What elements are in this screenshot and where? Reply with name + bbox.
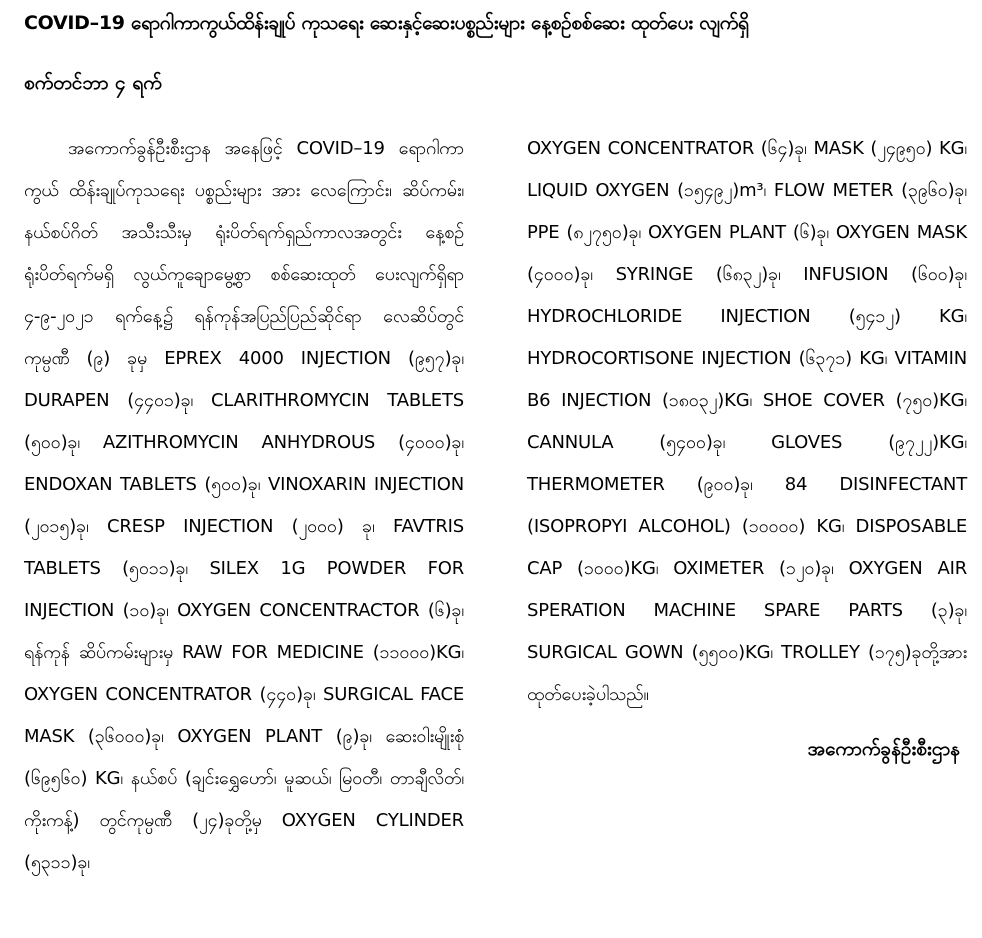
left-column [24, 128, 464, 928]
left-column-text: အကောက်ခွန်ဦးစီးဌာန အနေဖြင့် COVID–19 ရောဂါကာကွယ် ထိန်းချုပ်ကုသရေး ပစ္စည်းများ အား လေကြောင်း၊ ဆိပ်ကမ်း၊ နယ်စပ်ဂိတ် အသီးသီးမှ ရုံးပိတ်ရက်ရှည်ကာလအတွင်း နေ့စဉ် ရုံးပိတ်ရက်မရှိ လွယ်ကူချောမွေ့စွာ စစ်ဆေးထုတ် ပေးလျက်ရှိရာ ၄-၉-၂၀၂၁ ရက်နေ့၌ ရန်ကုန်အပြည်ပြည်ဆိုင်ရာ လေဆိပ်တွင် ကုမ္ပဏီ (၉) ခုမှ EPREX 4000 INJECTION (၉၅၇)ခု၊ DURAPEN (၄၄၀၁)ခု၊ CLARITHROMYCIN TABLETS (၅၀၀)ခု၊ AZITHROMYCIN ANHYDROUS (၄၀၀၀)ခု၊ENDOXAN TABLETS (၅၀၀)ခု၊ VINOXARIN INJECTION (၂၀၁၅)ခု၊ CRESP INJECTION (၂၀၀၀) ခု၊ FAVTRIS TABLETS (၅၀၁၁)ခု၊ SILEX 1G POWDER FOR INJECTION (၁၀)ခု၊ OXYGEN CONCENTRACTOR (၆)ခု၊ ရန်ကုန် ဆိပ်ကမ်းများမှ RAW FOR MEDICINE (၁၁၀၀၀)KG၊ OXYGEN CONCENTRATOR (၄၄၀)ခု၊ SURGICAL FACE MASK (၃၆၀၀၀)ခု၊ OXYGEN PLANT (၉)ခု၊ ဆေးဝါးမျိုးစုံ (၆၉၅၆၀) KG၊ နယ်စပ် (ချင်းရွှေဟော်၊ မူဆယ်၊ မြဝတီ၊ တာချီလိတ်၊ ကိုးကန့်) တွင်ကုမ္ပဏီ (၂၄)ခုတို့မှ OXYGEN CYLINDER (၅၃၁၁)ခု၊ [24, 138, 464, 873]
right-column [527, 128, 967, 716]
headline: COVID–19 ရောဂါကာကွယ်ထိန်းချုပ် ကုသရေး ဆေးနှင့်ဆေးပစ္စည်းများ နေ့စဉ်စစ်ဆေး ထုတ်ပေး လျက်ရှိ [24, 12, 749, 34]
right-column-text: OXYGEN CONCENTRATOR (၆၄)ခု၊ MASK (၂၄၉၅၀) KG၊ LIQUID OXYGEN (၁၅၄၉၂)m³၊ FLOW METER (၃၉၆၀)ခု၊ PPE (၈၂၇၅၀)ခု၊ OXYGEN PLANT (၆)ခု၊ OXYGEN MASK (၄၀၀၀)ခု၊ SYRINGE (၆၈၃၂)ခု၊ INFUSION (၆၀၀)ခု၊ HYDROCHLORIDE INJECTION (၅၄၁၂) KG၊ HYDROCORTISONE INJECTION (၆၃၇၁) KG၊ VITAMIN B6 INJECTION (၁၈၀၃၂)KG၊ SHOE COVER (၇၅၀)KG၊ CANNULA (၅၄၀၀)ခု၊ GLOVES (၉၇၂၂)KG၊ THERMOMETER (၉၀၀)ခု၊ 84 DISINFECTANT (ISOPROPYI ALCOHOL) (၁၀၀၀၀) KG၊ DISPOSABLE CAP (၁၀၀၀)KG၊ OXIMETER (၁၂၀)ခု၊ OXYGEN AIR SPERATION MACHINE SPARE PARTS (၃)ခု၊ SURGICAL GOWN (၅၅၀၀)KG၊ TROLLEY (၁၇၅)ခုတို့အား ထုတ်ပေးခဲ့ပါသည်။ [527, 138, 967, 705]
dateline: စက်တင်ဘာ ၄ ရက် [24, 72, 162, 94]
signature: အကောက်ခွန်ဦးစီးဌာန [807, 738, 960, 760]
